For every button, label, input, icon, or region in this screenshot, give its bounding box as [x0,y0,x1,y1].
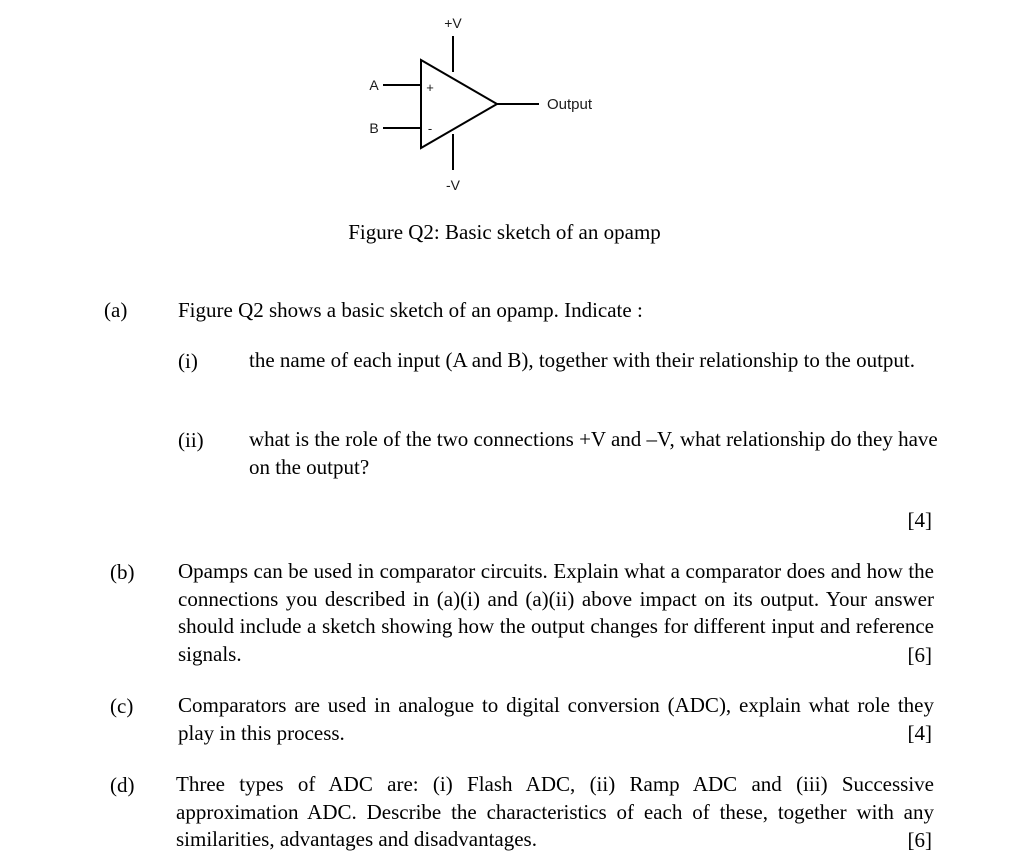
question-b-label: (b) [110,560,135,584]
question-b-marks: [6] [907,643,932,667]
input-b-label: B [369,120,379,136]
output-label: Output [547,96,593,113]
question-a-marks: [4] [907,508,932,532]
question-d-marks: [6] [907,828,932,852]
opamp-diagram [0,0,1009,215]
question-d-text: Three types of ADC are: (i) Flash ADC, (ii) Ramp ADC and (iii) Successive approximation ADC. Describe the characteristics of each of these, together with any similarities, advantages and disadvantages. [176,772,934,851]
question-a-ii-text: what is the role of the two connections +V and –V, what relationship do they have on the output? [249,427,938,479]
input-a-label: A [369,77,379,93]
question-a-label: (a) [104,298,128,322]
question-a-ii-label: (ii) [178,428,204,452]
minus-sign: - [427,121,433,136]
question-c-label: (c) [110,694,134,718]
question-b-text: Opamps can be used in comparator circuits. Explain what a comparator does and how the connections you described in (a)(i) and (a)(ii) above impact on its output. Your answer should include a sketch showing how the output changes for different input and reference signals. [178,559,934,666]
question-a-text: Figure Q2 shows a basic sketch of an opamp. Indicate : [178,298,643,322]
question-c-marks: [4] [907,721,932,745]
minus-v-label: -V [446,177,460,193]
plus-sign: + [426,80,434,95]
question-a-i-text: the name of each input (A and B), together with their relationship to the output. [249,348,916,372]
opamp-triangle [421,60,497,148]
question-d-label: (d) [110,773,135,797]
plus-v-label: +V [444,15,462,31]
figure-caption: Figure Q2: Basic sketch of an opamp [348,220,661,244]
question-a-i-label: (i) [178,349,198,373]
question-c-text: Comparators are used in analogue to digital conversion (ADC), explain what role they play in this process. [178,693,934,745]
